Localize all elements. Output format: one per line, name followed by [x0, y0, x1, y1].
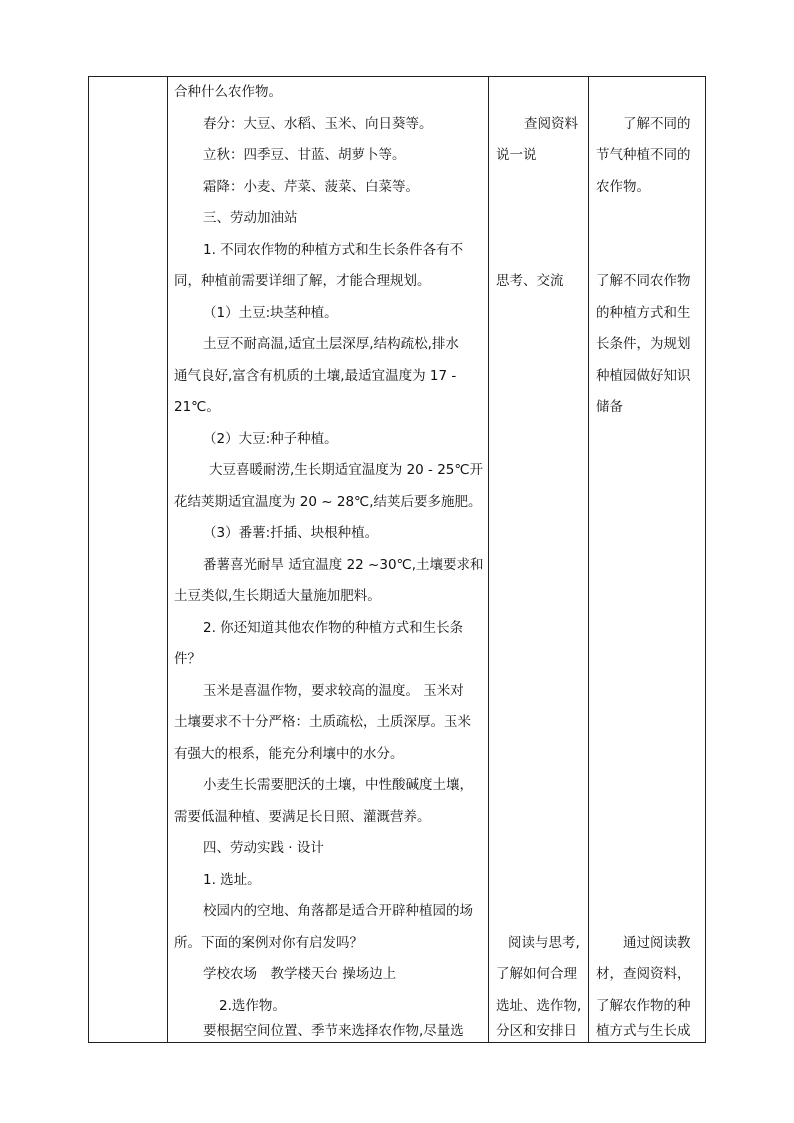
content-line: 土壤要求不十分严格：土质疏松，土质深厚。玉米 [174, 714, 471, 730]
content-line: 21℃。 [174, 399, 220, 415]
content-line: 土豆类似,生长期适大量施加肥料。 [174, 588, 381, 604]
purpose-line: 节气种植不同的 [596, 147, 691, 163]
content-line: 2. 你还知道其他农作物的种植方式和生长条 [203, 620, 464, 636]
content-line: 小麦生长需要肥沃的土壤，中性酸碱度土壤， [203, 777, 473, 793]
purpose-line: 长条件，为规划 [596, 336, 691, 352]
content-line: 春分：大豆、水稻、玉米、向日葵等。 [203, 116, 433, 132]
purpose-line: 了解农作物的种 [596, 998, 691, 1014]
content-line: 2.选作物。 [219, 998, 286, 1014]
purpose-line: 植方式与生长成 [596, 1023, 691, 1039]
content-line: 土豆不耐高温,适宜土层深厚,结构疏松,排水 [203, 336, 459, 352]
content-line: 需要低温种植、要满足长日照、灌溉营养。 [174, 809, 431, 825]
activity-line: 思考、交流 [496, 273, 564, 289]
content-line: 大豆喜暖耐涝,生长期适宜温度为 20 - 25℃开 [209, 462, 484, 478]
activity-line: 选址、选作物, [496, 998, 582, 1014]
content-line: 合种什么农作物。 [174, 84, 282, 100]
content-line: 校园内的空地、角落都是适合开辟种植园的场 [203, 903, 473, 919]
purpose-line: 的种植方式和生 [596, 305, 691, 321]
activity-line: 分区和安排日 [496, 1023, 577, 1039]
content-line: 件？ [174, 651, 201, 667]
content-line: 玉米是喜温作物，要求较高的温度。 玉米对 [203, 683, 464, 699]
content-line: （1）土豆:块茎种植。 [203, 305, 338, 321]
content-line: （2）大豆:种子种植。 [203, 431, 338, 447]
content-line: 1. 选址。 [203, 872, 261, 888]
lesson-table [88, 76, 706, 1043]
content-line: 霜降：小麦、芹菜、菠菜、白菜等。 [203, 179, 419, 195]
activity-line: 说一说 [496, 147, 537, 163]
purpose-line: 储备 [596, 399, 623, 415]
content-line: （3）番薯:扦插、块根种植。 [203, 525, 379, 541]
content-line: 所。下面的案例对你有启发吗？ [174, 935, 363, 951]
purpose-line: 了解不同的 [623, 116, 691, 132]
activity-line: 阅读与思考, [508, 935, 580, 951]
column-divider [488, 77, 489, 1042]
content-line: 立秋：四季豆、甘蓝、胡萝卜等。 [203, 147, 406, 163]
content-line: 四、劳动实践 · 设计 [203, 840, 324, 856]
activity-line: 查阅资料 [524, 116, 578, 132]
purpose-line: 材，查阅资料， [596, 966, 691, 982]
column-divider [167, 77, 168, 1042]
purpose-line: 农作物。 [596, 179, 650, 195]
content-line: 要根据空间位置、季节来选择农作物,尽量选 [203, 1023, 464, 1039]
content-line: 三、劳动加油站 [203, 210, 298, 226]
content-line: 花结荚期适宜温度为 20 ~ 28℃,结荚后要多施肥。 [174, 494, 482, 510]
purpose-line: 通过阅读教 [623, 935, 691, 951]
activity-line: 了解如何合理 [496, 966, 577, 982]
content-line: 同，种植前需要详细了解，才能合理规划。 [174, 273, 431, 289]
content-line: 通气良好,富含有机质的土壤,最适宜温度为 17 - [174, 368, 457, 384]
content-line: 学校农场 教学楼天台 操场边上 [203, 966, 397, 982]
content-line: 1. 不同农作物的种植方式和生长条件各有不 [203, 242, 464, 258]
content-line: 番薯喜光耐旱 适宜温度 22 ~30℃,土壤要求和 [203, 557, 484, 573]
purpose-line: 种植园做好知识 [596, 368, 691, 384]
content-line: 有强大的根系，能充分利壤中的水分。 [174, 746, 404, 762]
column-divider [588, 77, 589, 1042]
purpose-line: 了解不同农作物 [596, 273, 691, 289]
